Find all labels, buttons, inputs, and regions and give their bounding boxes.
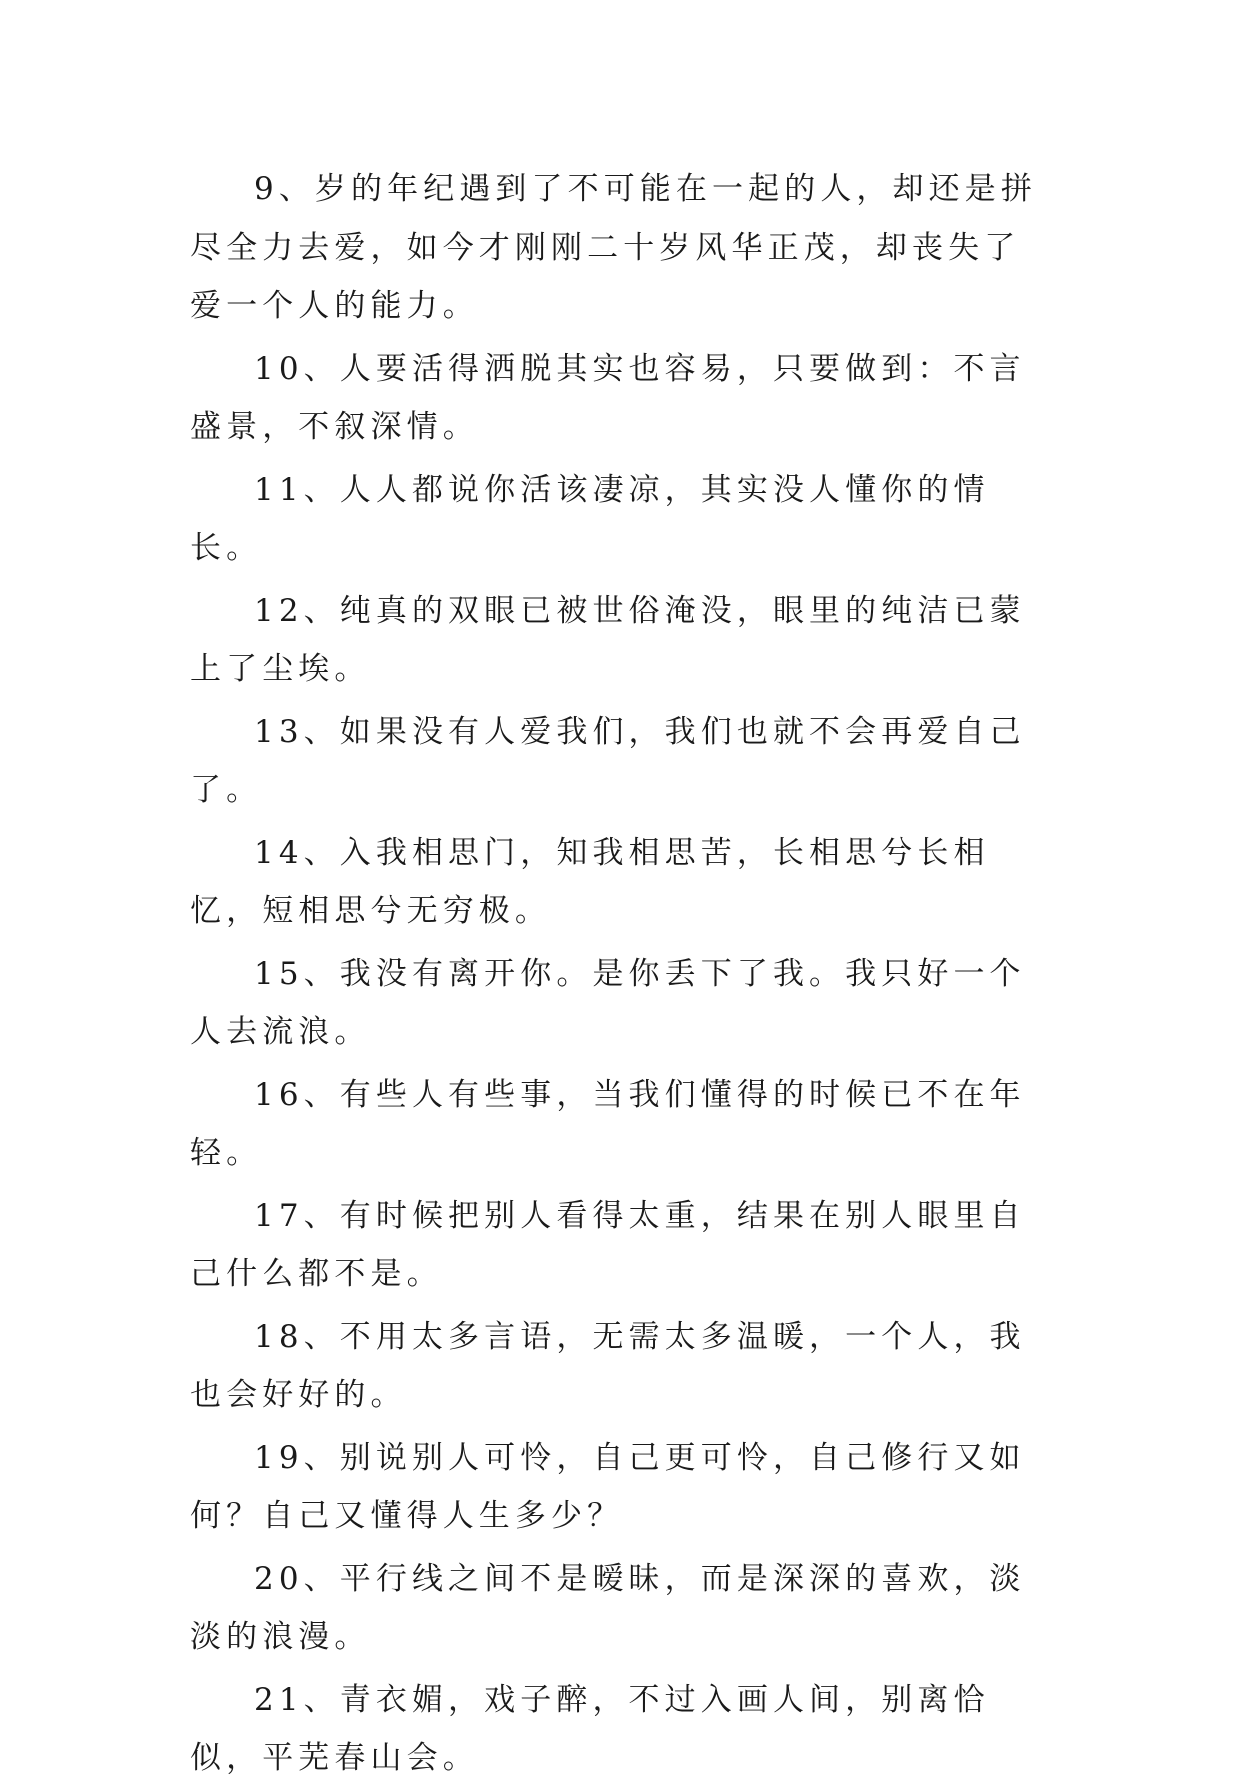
paragraph-9: 9、岁的年纪遇到了不可能在一起的人，却还是拼尽全力去爱，如今才刚刚二十岁风华正茂，却丧失了爱一个人的能力。 xyxy=(190,171,1037,324)
paragraph-20: 20、平行线之间不是暧昧，而是深深的喜欢，淡淡的浪漫。 xyxy=(190,1560,1026,1655)
paragraph-10: 10、人要活得洒脱其实也容易，只要做到：不言盛景，不叙深情。 xyxy=(190,350,1026,445)
paragraph-16: 16、有些人有些事，当我们懂得的时候已不在年轻。 xyxy=(190,1076,1026,1171)
paragraph-15: 15、我没有离开你。是你丢下了我。我只好一个人去流浪。 xyxy=(190,955,1026,1050)
paragraph-19: 19、别说别人可怜，自己更可怜，自己修行又如何？自己又懂得人生多少？ xyxy=(190,1439,1026,1534)
paragraph-14: 14、入我相思门，知我相思苦，长相思兮长相忆，短相思兮无穷极。 xyxy=(190,834,990,929)
paragraph-18: 18、不用太多言语，无需太多温暖，一个人，我也会好好的。 xyxy=(190,1318,1026,1413)
paragraph-13: 13、如果没有人爱我们，我们也就不会再爱自己了。 xyxy=(190,713,1026,808)
paragraph-21: 21、青衣媚，戏子醉，不过入画人间，别离恰似，平芜春山会。 xyxy=(190,1681,990,1776)
text-body xyxy=(190,160,1052,1792)
paragraph-11: 11、人人都说你活该凄凉，其实没人懂你的情长。 xyxy=(190,471,990,566)
paragraph-12: 12、纯真的双眼已被世俗淹没，眼里的纯洁已蒙上了尘埃。 xyxy=(190,592,1026,687)
paragraph-17: 17、有时候把别人看得太重，结果在别人眼里自己什么都不是。 xyxy=(190,1197,1026,1292)
